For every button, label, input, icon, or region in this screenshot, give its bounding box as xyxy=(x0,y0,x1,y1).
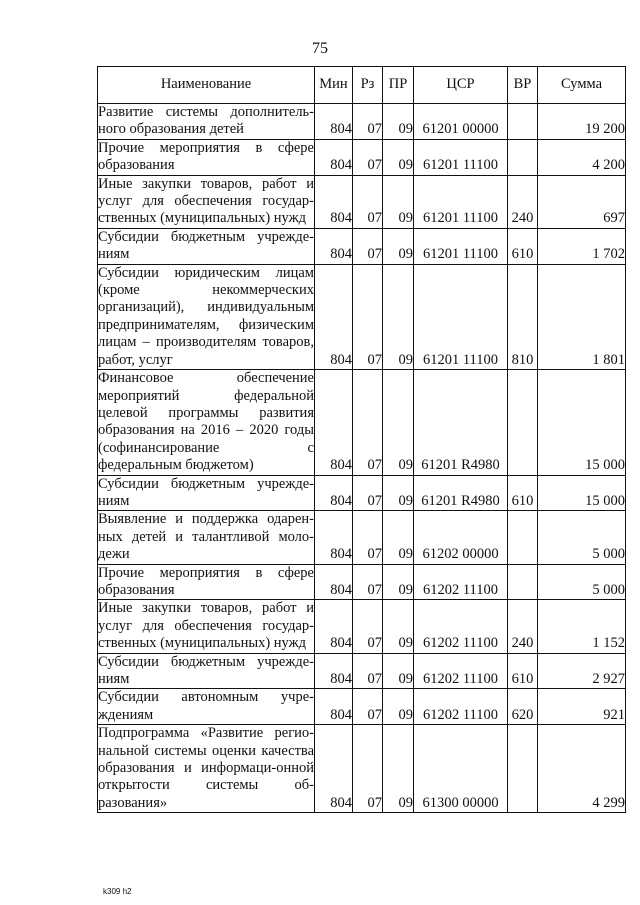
cell-sum: 1 702 xyxy=(538,228,626,264)
table-row xyxy=(98,175,626,228)
table-row xyxy=(98,264,626,369)
cell-sum: 5 000 xyxy=(538,564,626,600)
cell-name: Субсидии юридическим лицам (кроме некоммерческих организаций), индивидуальным предпринимателям, физическим лицам – производителям товаров, работ, услуг xyxy=(98,264,314,368)
cell-rz: 07 xyxy=(353,475,383,511)
cell-pr: 09 xyxy=(383,175,414,228)
cell-pr: 09 xyxy=(383,475,414,511)
cell-rz: 07 xyxy=(353,175,383,228)
cell-min: 804 xyxy=(315,689,353,725)
cell-rz: 07 xyxy=(353,228,383,264)
table-row xyxy=(98,600,626,653)
cell-csr: 61201 11100 xyxy=(414,139,508,175)
cell-name: Иные закупки товаров, работ и услуг для обеспечения государ-ственных (муниципальных) нужд xyxy=(98,600,314,652)
cell-vr: 810 xyxy=(508,264,538,369)
cell-min: 804 xyxy=(315,725,353,813)
cell-vr: 240 xyxy=(508,175,538,228)
cell-vr xyxy=(508,370,538,475)
cell-min: 804 xyxy=(315,564,353,600)
cell-pr: 09 xyxy=(383,600,414,653)
table-row xyxy=(98,104,626,140)
cell-min: 804 xyxy=(315,175,353,228)
cell-pr: 09 xyxy=(383,725,414,813)
table-row xyxy=(98,370,626,475)
cell-name: Выявление и поддержка одарен-ных детей и талантливой моло-дежи xyxy=(98,511,314,563)
cell-name: Подпрограмма «Развитие регио-нальной системы оценки качества образования и информаци-онной открытости системы об-разования» xyxy=(98,725,314,811)
table-body xyxy=(98,104,626,813)
cell-name: Субсидии бюджетным учрежде-ниям xyxy=(98,228,314,263)
cell-rz: 07 xyxy=(353,564,383,600)
table-row xyxy=(98,228,626,264)
cell-pr: 09 xyxy=(383,228,414,264)
cell-rz: 07 xyxy=(353,725,383,813)
cell-csr: 61201 11100 xyxy=(414,175,508,228)
cell-min: 804 xyxy=(315,511,353,564)
footer-code: k309 h2 xyxy=(103,887,132,896)
cell-csr: 61201 11100 xyxy=(414,228,508,264)
cell-csr: 61201 R4980 xyxy=(414,475,508,511)
table-row xyxy=(98,564,626,600)
cell-min: 804 xyxy=(315,370,353,475)
cell-sum: 4 299 xyxy=(538,725,626,813)
cell-pr: 09 xyxy=(383,653,414,689)
cell-name: Финансовое обеспечение мероприятий федеральной целевой программы развития образования на 2016 – 2020 годы (софинансирование с федеральным бюджетом) xyxy=(98,370,314,474)
cell-sum: 921 xyxy=(538,689,626,725)
column-header-min: Мин xyxy=(315,67,353,104)
cell-vr xyxy=(508,725,538,813)
cell-min: 804 xyxy=(315,264,353,369)
cell-vr xyxy=(508,511,538,564)
cell-csr: 61202 11100 xyxy=(414,653,508,689)
cell-rz: 07 xyxy=(353,139,383,175)
cell-pr: 09 xyxy=(383,689,414,725)
cell-name: Субсидии бюджетным учрежде-ниям xyxy=(98,475,314,509)
cell-csr: 61202 11100 xyxy=(414,564,508,600)
cell-pr: 09 xyxy=(383,139,414,175)
cell-pr: 09 xyxy=(383,104,414,140)
table-row xyxy=(98,725,626,813)
cell-vr: 610 xyxy=(508,475,538,511)
cell-rz: 07 xyxy=(353,104,383,140)
cell-min: 804 xyxy=(315,139,353,175)
cell-vr xyxy=(508,139,538,175)
cell-rz: 07 xyxy=(353,264,383,369)
cell-vr xyxy=(508,104,538,140)
cell-vr: 620 xyxy=(508,689,538,725)
cell-name: Иные закупки товаров, работ и услуг для обеспечения государ-ственных (муниципальных) нужд xyxy=(98,175,314,227)
column-header-pr: ПР xyxy=(383,67,414,104)
cell-name: Развитие системы дополнитель-ного образования детей xyxy=(98,104,314,138)
cell-sum: 1 801 xyxy=(538,264,626,369)
cell-pr: 09 xyxy=(383,264,414,369)
cell-sum: 15 000 xyxy=(538,475,626,511)
cell-vr: 610 xyxy=(508,228,538,264)
cell-min: 804 xyxy=(315,600,353,653)
cell-sum: 1 152 xyxy=(538,600,626,653)
cell-csr: 61202 11100 xyxy=(414,600,508,653)
cell-min: 804 xyxy=(315,653,353,689)
cell-sum: 2 927 xyxy=(538,653,626,689)
cell-sum: 697 xyxy=(538,175,626,228)
table-row xyxy=(98,653,626,689)
table-row xyxy=(98,475,626,511)
cell-pr: 09 xyxy=(383,511,414,564)
cell-rz: 07 xyxy=(353,689,383,725)
cell-sum: 19 200 xyxy=(538,104,626,140)
cell-csr: 61300 00000 xyxy=(414,725,508,813)
cell-csr: 61201 11100 xyxy=(414,264,508,369)
cell-pr: 09 xyxy=(383,370,414,475)
cell-rz: 07 xyxy=(353,653,383,689)
cell-vr: 240 xyxy=(508,600,538,653)
cell-rz: 07 xyxy=(353,511,383,564)
budget-table xyxy=(97,66,626,813)
column-header-vr: ВР xyxy=(508,67,538,104)
cell-csr: 61201 R4980 xyxy=(414,370,508,475)
page-number: 75 xyxy=(312,40,328,57)
cell-sum: 15 000 xyxy=(538,370,626,475)
column-header-csr: ЦСР xyxy=(414,67,508,104)
cell-vr xyxy=(508,564,538,600)
column-header-name: Наименование xyxy=(98,67,315,104)
cell-name: Субсидии бюджетным учрежде-ниям xyxy=(98,653,314,687)
cell-csr: 61201 00000 xyxy=(414,104,508,140)
column-header-sum: Сумма xyxy=(538,67,626,104)
cell-name: Прочие мероприятия в сфере образования xyxy=(98,564,314,598)
cell-name: Прочие мероприятия в сфере образования xyxy=(98,139,314,174)
cell-min: 804 xyxy=(315,228,353,264)
cell-sum: 4 200 xyxy=(538,139,626,175)
table-row xyxy=(98,139,626,175)
cell-min: 804 xyxy=(315,475,353,511)
table-header-row xyxy=(98,67,626,104)
cell-csr: 61202 00000 xyxy=(414,511,508,564)
cell-min: 804 xyxy=(315,104,353,140)
cell-vr: 610 xyxy=(508,653,538,689)
table-row xyxy=(98,511,626,564)
cell-pr: 09 xyxy=(383,564,414,600)
column-header-rz: Рз xyxy=(353,67,383,104)
cell-csr: 61202 11100 xyxy=(414,689,508,725)
table-row xyxy=(98,689,626,725)
cell-rz: 07 xyxy=(353,600,383,653)
cell-sum: 5 000 xyxy=(538,511,626,564)
cell-name: Субсидии автономным учре-ждениям xyxy=(98,689,314,723)
cell-rz: 07 xyxy=(353,370,383,475)
